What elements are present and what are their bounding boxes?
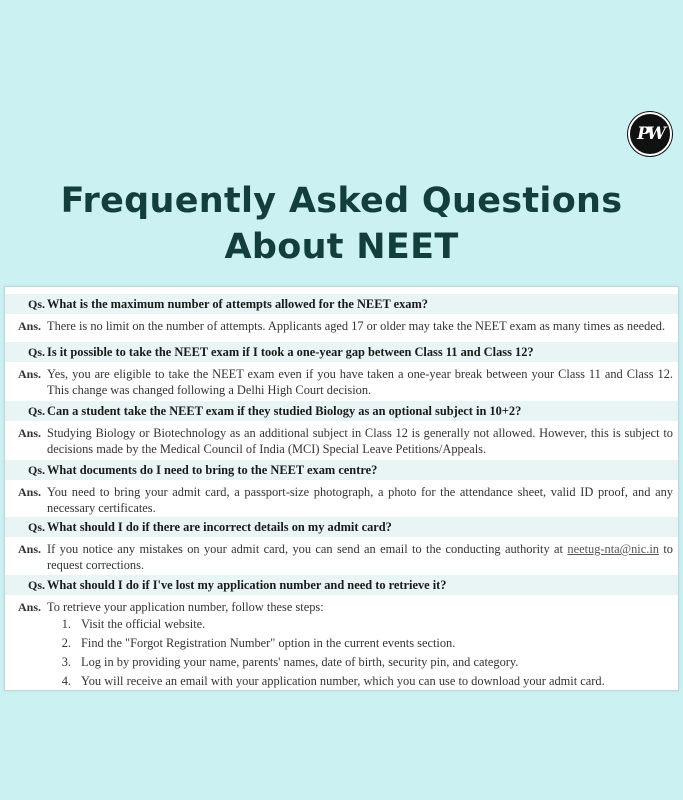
list-item [47,672,673,691]
steps-list [47,615,673,691]
step-text: Log in by providing your name, parents' names, date of birth, security pin, and category. [81,655,519,669]
title-line-1: Frequently Asked Questions [60,181,623,221]
answer-text: Studying Biology or Biotechnology as an additional subject in Class 12 is generally not allowed. However, this is subject to decisions made by the Medical Council of India (MCI) Special Leave Petitions/Appeals. [47,426,673,456]
question-tag: Qs. [27,345,45,359]
answer-tag: Ans. [17,367,41,381]
faq-question [5,517,678,537]
answer-tag: Ans. [17,600,41,614]
page-title [0,178,683,270]
answer-text-pre: If you notice any mistakes on your admit card, you can send an email to the conducting authority at [47,542,564,556]
question-text: What documents do I need to bring to the NEET exam centre? [47,463,378,477]
step-number: 2. [61,636,71,650]
answer-text: To retrieve your application number, follow these steps: [47,600,324,614]
faq-question [5,401,678,421]
faq-panel [4,286,679,691]
question-tag: Qs. [27,463,45,477]
answer-tag: Ans. [17,426,41,440]
answer-text [47,542,673,573]
faq-question [5,575,678,595]
step-text: Find the "Forgot Registration Number" option in the current events section. [81,636,456,650]
faq-question [5,460,678,480]
question-tag: Qs. [27,520,45,534]
question-tag: Qs. [27,578,45,592]
answer-tag: Ans. [17,319,41,333]
answer-text: You need to bring your admit card, a passport-size photograph, a photo for the attendance sheet, valid ID proof, and any necessary certificates. [47,485,673,515]
answer-tag: Ans. [17,485,41,499]
answer-text-post: to request corrections. [47,542,673,572]
question-text: What should I do if I've lost my application number and need to retrieve it? [47,578,447,592]
question-text: Can a student take the NEET exam if they studied Biology as an optional subject in 10+2? [47,404,522,418]
answer-tag: Ans. [17,542,41,556]
answer-text: There is no limit on the number of attempts. Applicants aged 17 or older may take the NEET exam as many times as needed. [47,319,666,333]
email-link[interactable]: neetug-nta@nic.in [567,542,659,556]
step-number: 4. [61,674,71,688]
question-text: Is it possible to take the NEET exam if I took a one-year gap between Class 11 and Class 12? [47,345,534,359]
step-number: 3. [61,655,71,669]
logo-text: PW [637,124,663,144]
step-number: 1. [61,617,71,631]
question-tag: Qs. [27,297,45,311]
faq-answer [5,483,678,517]
list-item [47,653,673,672]
title-line-2: About NEET [224,227,459,267]
faq-answer [5,424,678,458]
question-tag: Qs. [27,404,45,418]
list-item [47,634,673,653]
step-text: You will receive an email with your application number, which you can use to download your admit card. [81,674,605,688]
faq-answer [5,598,678,616]
faq-answer [5,317,678,335]
faq-question [5,342,678,362]
answer-text: Yes, you are eligible to take the NEET exam even if you have taken a one-year break between your Class 11 and Class 12. This change was changed following a Delhi High Court decision. [47,367,673,397]
faq-answer [5,540,678,574]
list-item [47,615,673,634]
pw-logo [628,112,672,156]
question-text: What is the maximum number of attempts allowed for the NEET exam? [47,297,428,311]
faq-answer [5,365,678,399]
faq-question [5,294,678,314]
question-text: What should I do if there are incorrect details on my admit card? [47,520,392,534]
step-text: Visit the official website. [81,617,206,631]
